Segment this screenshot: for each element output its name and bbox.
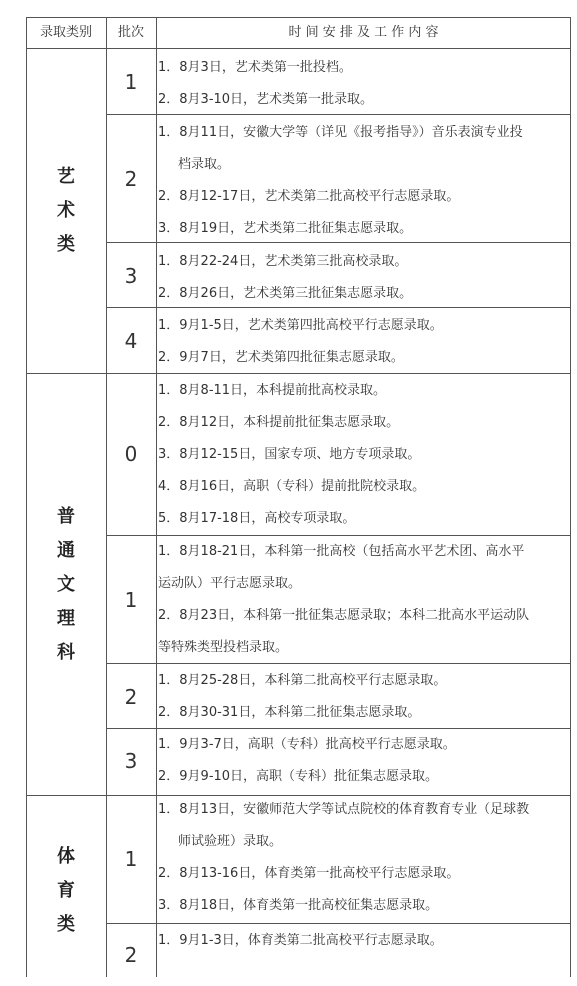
- schedule-line: 1．9月1-3日，体育类第二批高校平行志愿录取。: [158, 933, 443, 948]
- category-char: 文: [57, 573, 75, 595]
- schedule-line: 2．9月7日，艺术类第四批征集志愿录取。: [158, 350, 404, 365]
- batch-number: 4: [124, 329, 138, 353]
- schedule-line: 1．9月3-7日，高职（专科）批高校平行志愿录取。: [158, 737, 456, 752]
- category-char: 体: [57, 846, 75, 867]
- schedule-line: 2．8月12-17日，艺术类第二批高校平行志愿录取。: [158, 189, 460, 204]
- batch-separator: [106, 307, 571, 308]
- schedule-line: 等特殊类型投档录取。: [158, 640, 289, 655]
- batch-number: 2: [124, 167, 138, 191]
- schedule-line: 师试验班）录取。: [178, 834, 283, 849]
- table-border-right: [570, 17, 571, 977]
- batch-separator: [106, 728, 571, 729]
- category-char: 育: [57, 880, 75, 901]
- batch-separator: [106, 114, 571, 115]
- schedule-line: 2．8月23日，本科第一批征集志愿录取；本科二批高水平运动队: [158, 608, 530, 623]
- batch-number: 0: [124, 442, 138, 466]
- schedule-line: 1．8月11日，安徽大学等（详见《报考指导》）音乐表演专业投: [158, 125, 523, 140]
- batch-number: 1: [124, 70, 138, 94]
- category-char: 术: [57, 199, 75, 221]
- schedule-line: 2．8月13-16日，体育类第一批高校平行志愿录取。: [158, 866, 460, 881]
- category-sports: [26, 796, 106, 986]
- schedule-line: 1．8月13日，安徽师范大学等试点院校的体育教育专业（足球教: [158, 802, 530, 817]
- schedule-line: 1．8月18-21日，本科第一批高校（包括高水平艺术团、高水平: [158, 544, 525, 559]
- header-batch: 批次: [117, 25, 144, 40]
- batch-number: 1: [124, 588, 138, 612]
- schedule-line: 5．8月17-18日，高校专项录取。: [158, 511, 356, 526]
- category-char: 类: [57, 233, 75, 255]
- batch-separator: [106, 535, 571, 536]
- schedule-line: 2．8月30-31日，本科第二批征集志愿录取。: [158, 705, 421, 720]
- group-separator: [26, 795, 571, 796]
- category-general: [26, 374, 106, 795]
- schedule-line: 1．9月1-5日，艺术类第四批高校平行志愿录取。: [158, 318, 443, 333]
- category-char: 艺: [57, 165, 75, 187]
- category-char: 普: [57, 505, 75, 527]
- column-divider-category: [106, 17, 107, 977]
- column-divider-batch: [156, 17, 157, 977]
- schedule-line: 2．8月3-10日，艺术类第一批录取。: [158, 92, 374, 107]
- category-char: 理: [57, 607, 75, 629]
- batch-separator: [106, 663, 571, 664]
- batch-separator: [106, 242, 571, 243]
- batch-number: 3: [124, 264, 138, 288]
- batch-number: 2: [124, 685, 138, 709]
- category-art: [26, 49, 106, 372]
- schedule-line: 档录取。: [178, 157, 231, 172]
- schedule-line: 2．8月12日，本科提前批征集志愿录取。: [158, 415, 400, 430]
- admission-schedule-table: [26, 17, 571, 977]
- category-char: 通: [57, 539, 75, 561]
- category-char: 科: [57, 641, 75, 663]
- schedule-line: 1．8月3日，艺术类第一批投档。: [158, 60, 352, 75]
- schedule-line: 3．8月12-15日，国家专项、地方专项录取。: [158, 447, 421, 462]
- category-char: 类: [57, 914, 75, 935]
- batch-number: 3: [124, 749, 138, 773]
- batch-number: 2: [124, 943, 138, 967]
- schedule-line: 运动队）平行志愿录取。: [158, 576, 302, 591]
- schedule-line: 2．8月26日，艺术类第三批征集志愿录取。: [158, 286, 413, 301]
- schedule-line: 1．8月22-24日，艺术类第三批高校录取。: [158, 254, 408, 269]
- header-category: 录取类别: [39, 25, 92, 40]
- schedule-line: 4．8月16日，高职（专科）提前批院校录取。: [158, 479, 426, 494]
- schedule-line: 3．8月19日，艺术类第二批征集志愿录取。: [158, 221, 413, 236]
- schedule-line: 3．8月18日，体育类第一批高校征集志愿录取。: [158, 898, 439, 913]
- group-separator: [26, 373, 571, 374]
- schedule-line: 1．8月8-11日，本科提前批高校录取。: [158, 383, 387, 398]
- header-content: 时 间 安 排 及 工 作 内 容: [288, 25, 439, 40]
- schedule-line: 2．9月9-10日，高职（专科）批征集志愿录取。: [158, 769, 439, 784]
- header-bottom-line: [26, 48, 571, 49]
- schedule-line: 1．8月25-28日，本科第二批高校平行志愿录取。: [158, 673, 447, 688]
- batch-number: 1: [124, 847, 138, 871]
- batch-separator: [106, 923, 571, 924]
